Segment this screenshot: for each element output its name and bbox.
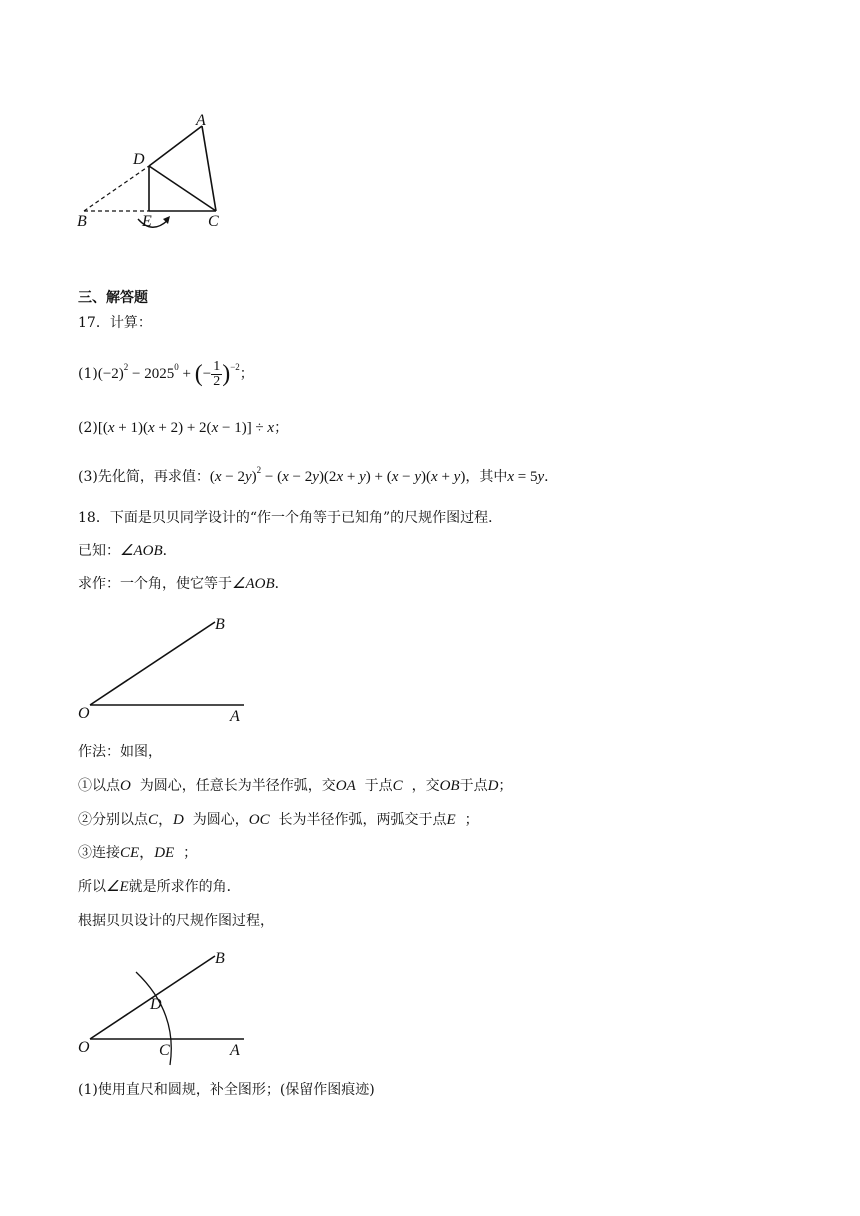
q18-step2: ②分别以点C，D 为圆心，OC 长为半径作弧，两弧交于点E ； xyxy=(78,812,479,828)
q17-head: 17．计算： xyxy=(78,315,152,331)
figure-triangle-fold xyxy=(70,105,240,240)
q17-part3: (3)先化简，再求值：$(x - 2y)^2 - (x - 2y)(2x + y) + (x - y)(x + y)$，其中x = 5y． xyxy=(78,465,559,485)
label-B: B xyxy=(215,950,225,967)
q18-method: 作法：如图， xyxy=(78,744,162,760)
q18-step3: ③连接CE，DE ； xyxy=(78,845,198,861)
q18-ask: 求作：一个角，使它等于∠AOB． xyxy=(78,576,289,592)
ray-OB xyxy=(90,622,215,705)
label-E: E xyxy=(142,213,152,230)
label-D: D xyxy=(150,996,162,1013)
label-A: A xyxy=(230,708,240,725)
q18-known: 已知：∠AOB． xyxy=(78,543,177,559)
label-D: D xyxy=(133,151,145,168)
figure-angle-with-arc xyxy=(74,942,264,1067)
label-B: B xyxy=(215,616,225,633)
segment-AC xyxy=(202,126,216,211)
q17-part1: $(1)(-2)^2 - 2025^0$ + (− $\frac{1}{2}$ )$^{-2}$； xyxy=(78,358,254,389)
figure-angle-AOB xyxy=(74,608,264,728)
q18-step1: ①以点O 为圆心，任意长为半径作弧，交OA 于点C ，交OB于点D； xyxy=(78,778,513,794)
q18-head: 18．下面是贝贝同学设计的“作一个角等于已知角”的尺规作图过程． xyxy=(78,510,503,526)
segment-DC xyxy=(149,166,216,211)
q17-part2: (2)[(x + 1)(x + 2) + 2(x − 1)] ÷ x； xyxy=(78,420,289,436)
section-title: 三、解答题 xyxy=(78,290,148,306)
label-B: B xyxy=(77,213,87,230)
segment-DA xyxy=(149,126,202,166)
label-O: O xyxy=(78,1039,90,1056)
label-O: O xyxy=(78,705,90,722)
label-C: C xyxy=(208,213,219,230)
q18-sub1: (1)使用直尺和圆规，补全图形；(保留作图痕迹) xyxy=(78,1082,375,1098)
q18-result: 所以∠E就是所求作的角． xyxy=(78,879,241,895)
label-C: C xyxy=(159,1042,170,1059)
q18-basis: 根据贝贝设计的尺规作图过程， xyxy=(78,913,274,929)
dashed-BD xyxy=(84,166,149,211)
label-A: A xyxy=(230,1042,240,1059)
label-A: A xyxy=(196,112,206,129)
